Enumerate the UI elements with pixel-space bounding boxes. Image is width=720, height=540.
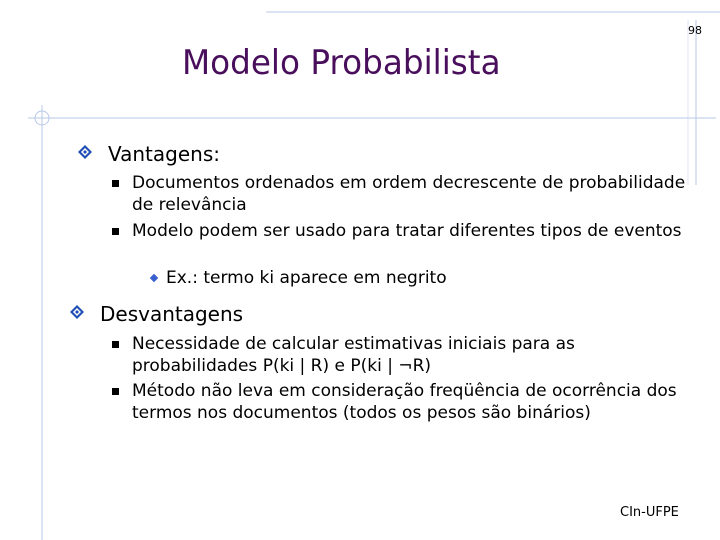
sub-list-item: [166, 267, 447, 289]
list-item-text: Método não leva em consideração freqüência de ocorrência dos termos nos documentos (todos os pesos são binários): [132, 381, 677, 423]
square-bullet-icon: [112, 341, 119, 348]
list-item: [132, 380, 692, 424]
footer-label: CIn-UFPE: [620, 505, 679, 520]
list-item: [132, 333, 692, 377]
square-bullet-icon: [112, 228, 119, 235]
list-item-text: Necessidade de calcular estimativas iniciais para as probabilidades P(ki | R) e P(ki | ¬R): [132, 334, 575, 376]
list-item-text: Documentos ordenados em ordem decrescente de probabilidade de relevância: [132, 173, 686, 215]
list-item: [132, 172, 692, 216]
square-bullet-icon: [112, 180, 119, 187]
diamond-bullet-icon: [78, 145, 92, 159]
square-bullet-icon: [112, 388, 119, 395]
section-heading-label: Desvantagens: [100, 302, 244, 326]
list-item: [132, 220, 692, 242]
section-heading-label: Vantagens:: [108, 142, 220, 166]
page-number: 98: [688, 24, 702, 37]
diamond-bullet-icon: [70, 305, 84, 319]
list-item-text: Modelo podem ser usado para tratar diferentes tipos de eventos: [132, 221, 682, 241]
sub-list-item-text: Ex.: termo ki aparece em negrito: [166, 268, 447, 288]
slide-title: Modelo Probabilista: [182, 43, 501, 83]
